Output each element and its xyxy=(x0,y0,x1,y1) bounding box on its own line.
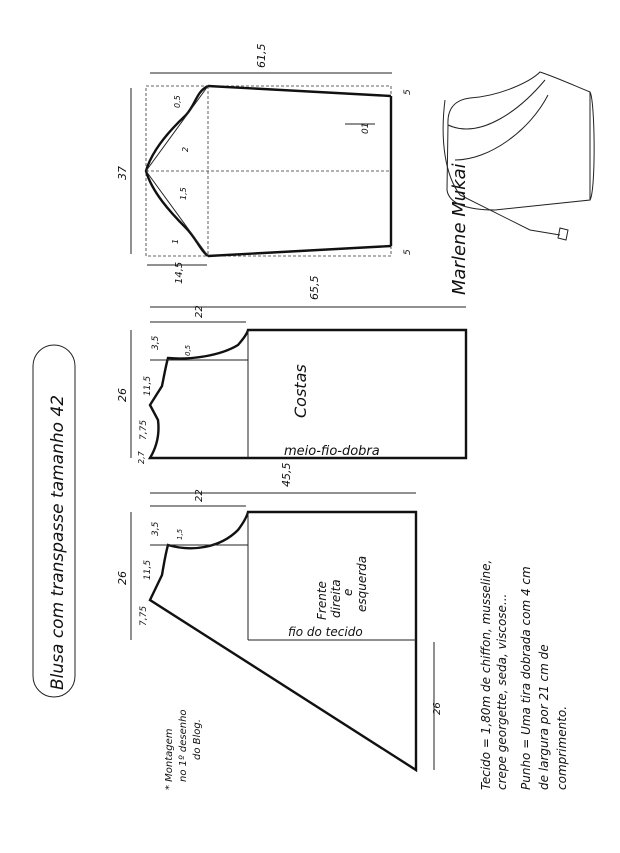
montagem-line-1: * Montagem xyxy=(164,728,175,790)
sleeve-cap-d-label: 1 xyxy=(171,238,180,244)
sleeve-cap-a-label: 0,5 xyxy=(173,95,182,108)
cuff-line-2: de largura por 21 cm de xyxy=(537,644,551,790)
sleeve-top-edge xyxy=(208,86,391,96)
sleeve-width-label: 61,5 xyxy=(255,43,268,68)
back-piece xyxy=(116,276,466,465)
front-length-label: 45,5 xyxy=(280,462,293,487)
sleeve-bottom-edge xyxy=(208,246,391,256)
front-shoulder-label: 1,5 xyxy=(176,528,184,540)
front-neck-drop-label: 3,5 xyxy=(151,521,161,536)
front-extension-label: 26 xyxy=(432,702,443,715)
title-block xyxy=(33,345,75,697)
blouse-hem xyxy=(590,92,594,200)
back-bottom-label: 2,7 xyxy=(137,451,146,464)
front-label-4: esquerda xyxy=(355,555,369,612)
front-outline xyxy=(150,512,416,770)
signature-block xyxy=(449,163,470,295)
front-armhole-label: 11,5 xyxy=(143,559,153,580)
sleeve-edge-bottom-label: 5 xyxy=(403,249,413,255)
front-grain-label: fio do tecido xyxy=(288,625,363,639)
back-grain-label: meio-fio-dobra xyxy=(284,444,380,459)
blouse-wrap-line-2 xyxy=(455,95,548,160)
sleeve-cap-c-label: 1,5 xyxy=(179,187,188,200)
back-neck-drop-label: 3,5 xyxy=(151,335,161,350)
back-piece-label: Costas xyxy=(291,364,310,418)
back-top-width-label: 22 xyxy=(194,305,205,318)
sleeve-edge-top-label: 5 xyxy=(403,89,413,95)
sleeve-height-label: 37 xyxy=(116,166,129,180)
back-shoulder-label: 0,5 xyxy=(184,344,192,356)
back-lower-label: 7,75 xyxy=(139,419,149,440)
back-length-label: 65,5 xyxy=(308,275,321,300)
cuff-line-3: comprimento. xyxy=(555,705,569,790)
fabric-line-2: crepe georgette, seda, viscose... xyxy=(495,593,509,790)
front-piece xyxy=(116,463,443,771)
sleeve-hem-drop-label: 01 xyxy=(361,122,371,134)
page-title: Blusa com transpasse tamanho 42 xyxy=(48,394,68,690)
cuff-line-1: Punho = Uma tira dobrada com 4 cm xyxy=(519,566,533,790)
blouse-cuff xyxy=(558,228,568,240)
front-lower-label: 7,75 xyxy=(139,605,149,626)
front-label-3: e xyxy=(341,588,355,596)
sleeve-bottom-label: 14,5 xyxy=(174,261,185,284)
front-top-width-label: 22 xyxy=(194,489,205,502)
sleeve-cap-b-label: 2 xyxy=(181,146,190,152)
front-label-2: direita xyxy=(329,579,343,618)
sleeve-piece xyxy=(116,44,413,285)
front-label-1: Frente xyxy=(315,581,329,620)
front-width-label: 26 xyxy=(116,571,129,585)
back-armhole-label: 11,5 xyxy=(143,375,153,396)
montagem-line-3: do Blog. xyxy=(192,719,203,760)
signature: Marlene Mukai xyxy=(449,163,470,295)
blouse-wrap-line xyxy=(448,80,545,129)
montagem-line-2: no 1º desenho xyxy=(178,709,189,782)
fabric-line-1: Tecido = 1,80m de chiffon, musseline, xyxy=(479,559,493,790)
back-width-label: 26 xyxy=(116,388,129,402)
